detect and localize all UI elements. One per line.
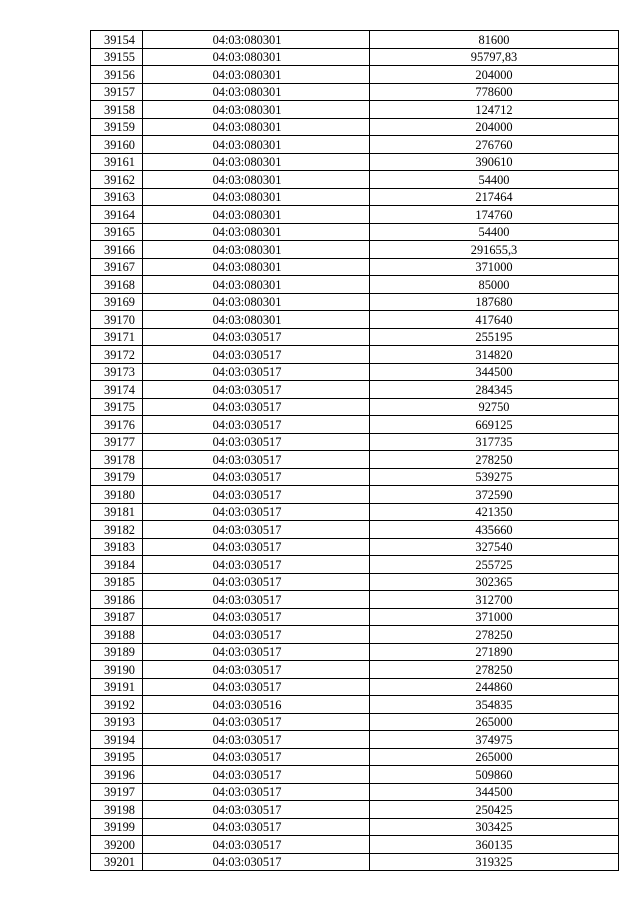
amount-cell: 217464	[370, 188, 619, 206]
row-number-cell: 39171	[91, 328, 143, 346]
row-number-cell: 39161	[91, 153, 143, 171]
table-row	[91, 223, 619, 241]
cadastral-code-cell: 04:03:030517	[143, 678, 370, 696]
row-number-cell: 39169	[91, 293, 143, 311]
cadastral-code-cell: 04:03:030517	[143, 731, 370, 749]
row-number-cell: 39154	[91, 31, 143, 49]
cadastral-code-cell: 04:03:080301	[143, 118, 370, 136]
amount-cell: 284345	[370, 381, 619, 399]
table-row	[91, 766, 619, 784]
cadastral-code-cell: 04:03:030517	[143, 818, 370, 836]
table-row	[91, 276, 619, 294]
cadastral-code-cell: 04:03:080301	[143, 31, 370, 49]
amount-cell: 265000	[370, 748, 619, 766]
cadastral-code-cell: 04:03:030517	[143, 591, 370, 609]
amount-cell: 374975	[370, 731, 619, 749]
cadastral-code-cell: 04:03:030517	[143, 661, 370, 679]
row-number-cell: 39164	[91, 206, 143, 224]
row-number-cell: 39189	[91, 643, 143, 661]
row-number-cell: 39160	[91, 136, 143, 154]
row-number-cell: 39172	[91, 346, 143, 364]
amount-cell: 54400	[370, 171, 619, 189]
amount-cell: 255725	[370, 556, 619, 574]
cadastral-code-cell: 04:03:030517	[143, 503, 370, 521]
amount-cell: 54400	[370, 223, 619, 241]
row-number-cell: 39181	[91, 503, 143, 521]
row-number-cell: 39180	[91, 486, 143, 504]
cadastral-code-cell: 04:03:080301	[143, 171, 370, 189]
cadastral-code-cell: 04:03:030517	[143, 748, 370, 766]
amount-cell: 327540	[370, 538, 619, 556]
table-row	[91, 678, 619, 696]
row-number-cell: 39170	[91, 311, 143, 329]
amount-cell: 421350	[370, 503, 619, 521]
table-row	[91, 153, 619, 171]
table-row	[91, 748, 619, 766]
row-number-cell: 39192	[91, 696, 143, 714]
cadastral-code-cell: 04:03:080301	[143, 66, 370, 84]
cadastral-code-cell: 04:03:080301	[143, 311, 370, 329]
table-row	[91, 801, 619, 819]
table-row	[91, 311, 619, 329]
row-number-cell: 39159	[91, 118, 143, 136]
amount-cell: 291655,3	[370, 241, 619, 259]
cadastral-code-cell: 04:03:030517	[143, 451, 370, 469]
cadastral-code-cell: 04:03:030517	[143, 766, 370, 784]
row-number-cell: 39163	[91, 188, 143, 206]
amount-cell: 271890	[370, 643, 619, 661]
cadastral-code-cell: 04:03:080301	[143, 206, 370, 224]
row-number-cell: 39200	[91, 836, 143, 854]
amount-cell: 250425	[370, 801, 619, 819]
cadastral-code-cell: 04:03:030517	[143, 643, 370, 661]
table-row	[91, 48, 619, 66]
table-row	[91, 591, 619, 609]
cadastral-code-cell: 04:03:030517	[143, 468, 370, 486]
table-row	[91, 363, 619, 381]
cadastral-code-cell: 04:03:030517	[143, 416, 370, 434]
table-row	[91, 468, 619, 486]
row-number-cell: 39184	[91, 556, 143, 574]
table-row	[91, 486, 619, 504]
table-row	[91, 206, 619, 224]
table-row	[91, 381, 619, 399]
cadastral-code-cell: 04:03:030517	[143, 328, 370, 346]
row-number-cell: 39177	[91, 433, 143, 451]
cadastral-code-cell: 04:03:030517	[143, 626, 370, 644]
row-number-cell: 39191	[91, 678, 143, 696]
cadastral-code-cell: 04:03:030517	[143, 783, 370, 801]
amount-cell: 778600	[370, 83, 619, 101]
amount-cell: 81600	[370, 31, 619, 49]
cadastral-code-cell: 04:03:030517	[143, 836, 370, 854]
amount-cell: 509860	[370, 766, 619, 784]
amount-cell: 265000	[370, 713, 619, 731]
table-row	[91, 696, 619, 714]
amount-cell: 417640	[370, 311, 619, 329]
amount-cell: 319325	[370, 853, 619, 871]
cadastral-code-cell: 04:03:030517	[143, 363, 370, 381]
table-row	[91, 328, 619, 346]
row-number-cell: 39173	[91, 363, 143, 381]
amount-cell: 344500	[370, 363, 619, 381]
amount-cell: 354835	[370, 696, 619, 714]
row-number-cell: 39199	[91, 818, 143, 836]
table-row	[91, 713, 619, 731]
amount-cell: 669125	[370, 416, 619, 434]
amount-cell: 317735	[370, 433, 619, 451]
cadastral-code-cell: 04:03:080301	[143, 153, 370, 171]
cadastral-code-cell: 04:03:080301	[143, 188, 370, 206]
table-row	[91, 573, 619, 591]
cadastral-code-cell: 04:03:030517	[143, 346, 370, 364]
table-row	[91, 293, 619, 311]
table-row	[91, 556, 619, 574]
table-row	[91, 398, 619, 416]
amount-cell: 204000	[370, 118, 619, 136]
cadastral-code-cell: 04:03:030517	[143, 608, 370, 626]
table-row	[91, 818, 619, 836]
cadastral-code-cell: 04:03:030517	[143, 538, 370, 556]
cadastral-code-cell: 04:03:080301	[143, 83, 370, 101]
row-number-cell: 39178	[91, 451, 143, 469]
table-row	[91, 101, 619, 119]
amount-cell: 390610	[370, 153, 619, 171]
amount-cell: 312700	[370, 591, 619, 609]
row-number-cell: 39158	[91, 101, 143, 119]
amount-cell: 92750	[370, 398, 619, 416]
table-row	[91, 241, 619, 259]
row-number-cell: 39194	[91, 731, 143, 749]
amount-cell: 278250	[370, 626, 619, 644]
amount-cell: 174760	[370, 206, 619, 224]
row-number-cell: 39162	[91, 171, 143, 189]
row-number-cell: 39183	[91, 538, 143, 556]
row-number-cell: 39182	[91, 521, 143, 539]
row-number-cell: 39179	[91, 468, 143, 486]
table-row	[91, 661, 619, 679]
row-number-cell: 39185	[91, 573, 143, 591]
amount-cell: 204000	[370, 66, 619, 84]
row-number-cell: 39174	[91, 381, 143, 399]
row-number-cell: 39190	[91, 661, 143, 679]
amount-cell: 187680	[370, 293, 619, 311]
amount-cell: 344500	[370, 783, 619, 801]
table-row	[91, 503, 619, 521]
amount-cell: 95797,83	[370, 48, 619, 66]
table-body	[91, 31, 619, 871]
amount-cell: 278250	[370, 451, 619, 469]
cadastral-code-cell: 04:03:080301	[143, 241, 370, 259]
cadastral-code-cell: 04:03:080301	[143, 48, 370, 66]
cadastral-code-cell: 04:03:030517	[143, 713, 370, 731]
cadastral-code-cell: 04:03:030517	[143, 556, 370, 574]
cadastral-code-cell: 04:03:080301	[143, 136, 370, 154]
cadastral-code-cell: 04:03:080301	[143, 276, 370, 294]
cadastral-code-cell: 04:03:080301	[143, 293, 370, 311]
amount-cell: 85000	[370, 276, 619, 294]
row-number-cell: 39195	[91, 748, 143, 766]
cadastral-code-cell: 04:03:030517	[143, 853, 370, 871]
table-row	[91, 258, 619, 276]
amount-cell: 372590	[370, 486, 619, 504]
amount-cell: 244860	[370, 678, 619, 696]
row-number-cell: 39168	[91, 276, 143, 294]
cadastral-code-cell: 04:03:030516	[143, 696, 370, 714]
cadastral-code-cell: 04:03:030517	[143, 486, 370, 504]
row-number-cell: 39155	[91, 48, 143, 66]
table-row	[91, 416, 619, 434]
table-row	[91, 171, 619, 189]
amount-cell: 539275	[370, 468, 619, 486]
table-row	[91, 626, 619, 644]
row-number-cell: 39157	[91, 83, 143, 101]
table-row	[91, 783, 619, 801]
cadastral-code-cell: 04:03:080301	[143, 223, 370, 241]
amount-cell: 278250	[370, 661, 619, 679]
table-row	[91, 83, 619, 101]
amount-cell: 371000	[370, 258, 619, 276]
row-number-cell: 39156	[91, 66, 143, 84]
row-number-cell: 39198	[91, 801, 143, 819]
table-row	[91, 188, 619, 206]
cadastral-code-cell: 04:03:030517	[143, 398, 370, 416]
table-row	[91, 538, 619, 556]
amount-cell: 360135	[370, 836, 619, 854]
table-row	[91, 451, 619, 469]
cadastral-code-cell: 04:03:030517	[143, 801, 370, 819]
row-number-cell: 39197	[91, 783, 143, 801]
table-row	[91, 346, 619, 364]
table-row	[91, 66, 619, 84]
row-number-cell: 39165	[91, 223, 143, 241]
row-number-cell: 39193	[91, 713, 143, 731]
row-number-cell: 39196	[91, 766, 143, 784]
table-row	[91, 836, 619, 854]
row-number-cell: 39166	[91, 241, 143, 259]
table-row	[91, 608, 619, 626]
row-number-cell: 39186	[91, 591, 143, 609]
table-row	[91, 136, 619, 154]
amount-cell: 255195	[370, 328, 619, 346]
amount-cell: 435660	[370, 521, 619, 539]
amount-cell: 276760	[370, 136, 619, 154]
table-row	[91, 118, 619, 136]
amount-cell: 371000	[370, 608, 619, 626]
amount-cell: 302365	[370, 573, 619, 591]
table-row	[91, 433, 619, 451]
cadastral-code-cell: 04:03:030517	[143, 573, 370, 591]
table-row	[91, 853, 619, 871]
row-number-cell: 39175	[91, 398, 143, 416]
row-number-cell: 39176	[91, 416, 143, 434]
table-row	[91, 31, 619, 49]
table-row	[91, 643, 619, 661]
table-row	[91, 521, 619, 539]
cadastral-code-cell: 04:03:030517	[143, 433, 370, 451]
cadastral-code-cell: 04:03:030517	[143, 521, 370, 539]
amount-cell: 303425	[370, 818, 619, 836]
row-number-cell: 39187	[91, 608, 143, 626]
amount-cell: 124712	[370, 101, 619, 119]
row-number-cell: 39201	[91, 853, 143, 871]
row-number-cell: 39188	[91, 626, 143, 644]
data-table	[90, 30, 619, 871]
row-number-cell: 39167	[91, 258, 143, 276]
cadastral-code-cell: 04:03:080301	[143, 101, 370, 119]
cadastral-code-cell: 04:03:030517	[143, 381, 370, 399]
table-row	[91, 731, 619, 749]
cadastral-code-cell: 04:03:080301	[143, 258, 370, 276]
amount-cell: 314820	[370, 346, 619, 364]
